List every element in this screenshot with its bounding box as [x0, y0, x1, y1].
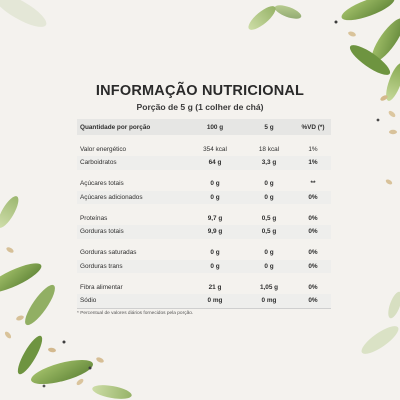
value-100g: 0 g — [210, 180, 220, 188]
nutrient-label: Fibra alimentar — [80, 283, 123, 291]
page-title: INFORMAÇÃO NUTRICIONAL — [95, 83, 305, 99]
value-100g: 354 kcal — [203, 145, 227, 153]
column-header: 100 g — [206, 123, 224, 131]
nutrition-table — [77, 119, 331, 309]
table-row — [77, 212, 331, 226]
table-row — [77, 260, 331, 274]
table-header-row — [77, 119, 331, 135]
value-100g: 9,7 g — [207, 214, 223, 222]
table-row — [77, 143, 331, 157]
value-portion: 0 g — [264, 262, 274, 270]
table-row — [77, 225, 331, 239]
nutrient-label: Gorduras trans — [80, 262, 123, 270]
column-header: 5 g — [264, 123, 274, 131]
value-100g: 0 g — [210, 193, 220, 201]
table-bottom-rule — [77, 308, 331, 309]
nutrient-label: Carboidratos — [80, 159, 117, 167]
value-portion: 0 g — [264, 193, 274, 201]
table-row — [77, 246, 331, 260]
value-vd: 0% — [308, 297, 318, 305]
table-row — [77, 156, 331, 170]
value-vd: 0% — [308, 262, 318, 270]
nutrient-label: Gorduras totais — [80, 228, 124, 236]
table-row — [77, 191, 331, 205]
value-100g: 9,9 g — [207, 228, 223, 236]
value-portion: 0,5 g — [261, 228, 277, 236]
value-vd: 0% — [308, 214, 318, 222]
portion-subtitle: Porção de 5 g (1 colher de chá) — [136, 102, 264, 112]
table-row — [77, 294, 331, 308]
value-100g: 0 g — [210, 262, 220, 270]
value-portion: 0,5 g — [261, 214, 277, 222]
value-100g: 64 g — [208, 159, 222, 167]
value-vd: 0% — [308, 193, 318, 201]
value-vd: 1% — [308, 159, 318, 167]
nutrient-label: Gorduras saturadas — [80, 249, 137, 257]
table-row — [77, 177, 331, 191]
value-vd: 1% — [308, 145, 318, 153]
value-portion: 1,05 g — [259, 283, 279, 291]
footnote: * Percentual de valores diários fornecidos pela porção. — [77, 311, 194, 316]
value-vd: 0% — [308, 228, 318, 236]
table-row — [77, 281, 331, 295]
value-portion: 18 kcal — [258, 145, 280, 153]
value-vd: 0% — [308, 283, 318, 291]
value-vd: 0% — [308, 249, 318, 257]
value-portion: 0 mg — [261, 297, 277, 305]
nutrient-label: Proteínas — [80, 214, 108, 222]
value-vd: ** — [310, 180, 316, 188]
value-100g: 0 g — [210, 249, 220, 257]
nutrient-label: Açúcares totais — [80, 180, 124, 188]
value-portion: 0 g — [264, 180, 274, 188]
nutrient-label: Açúcares adicionados — [80, 193, 143, 201]
value-portion: 0 g — [264, 249, 274, 257]
column-header: %VD (*) — [301, 123, 325, 131]
value-100g: 21 g — [208, 283, 222, 291]
nutrient-label: Valor energético — [80, 145, 127, 153]
nutrient-label: Sódio — [80, 297, 97, 305]
column-header: Quantidade por porção — [80, 123, 151, 131]
value-portion: 3,3 g — [261, 159, 277, 167]
value-100g: 0 mg — [207, 297, 223, 305]
